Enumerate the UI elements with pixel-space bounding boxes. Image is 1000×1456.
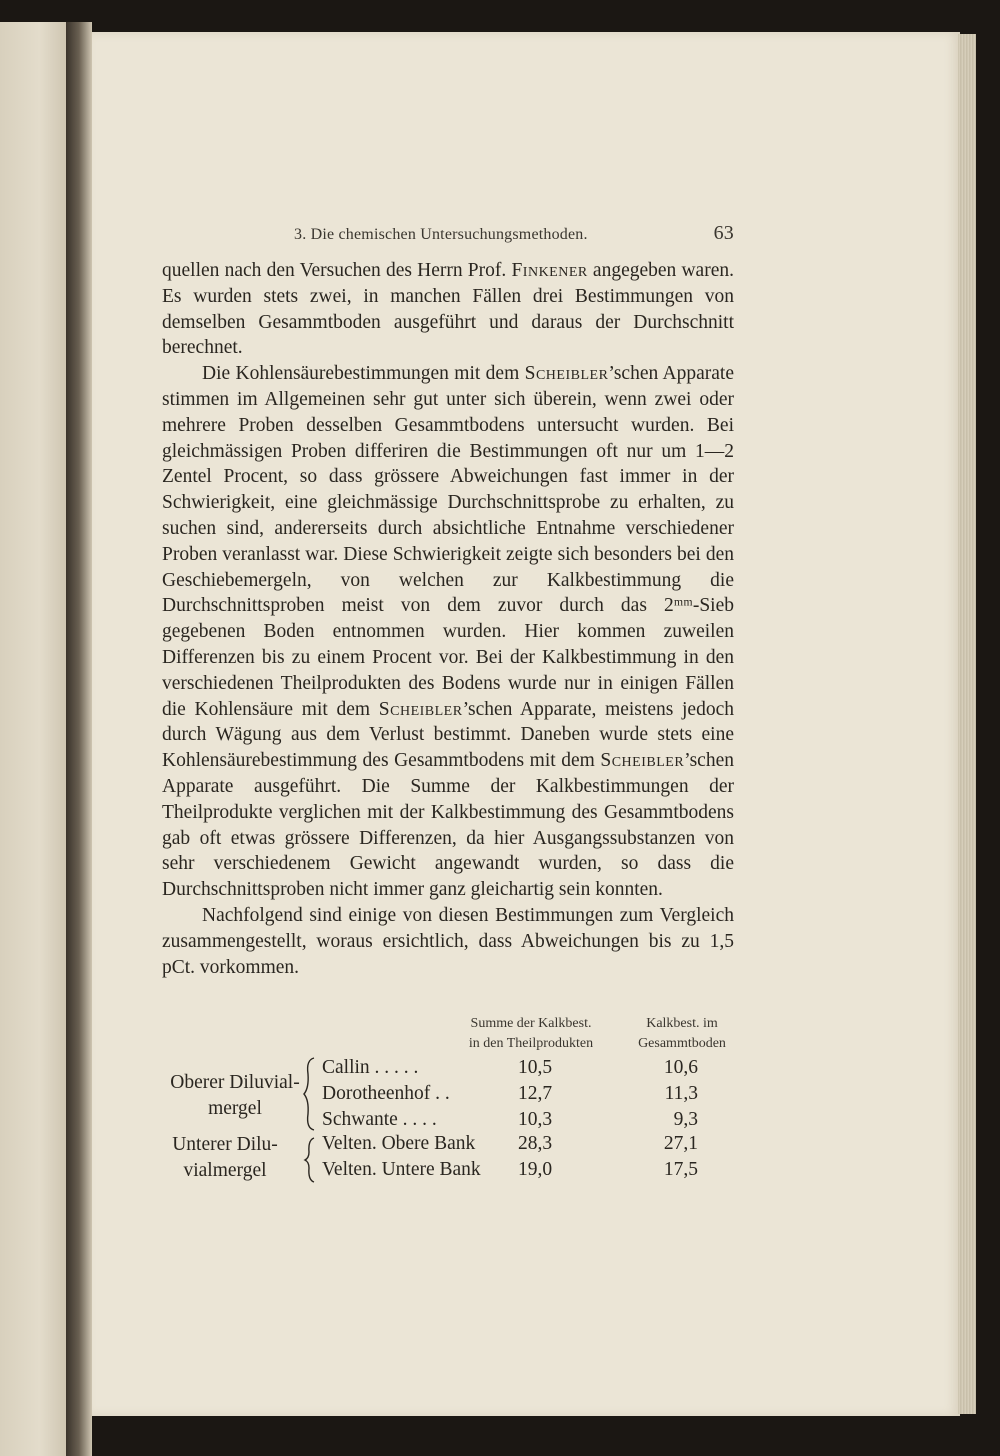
brace-unterer bbox=[305, 1138, 314, 1182]
table-row-location: Dorotheenhof . . bbox=[322, 1083, 450, 1104]
table-header-total: Kalkbest. im Gesammtboden bbox=[638, 1016, 726, 1051]
table-braces bbox=[300, 1054, 320, 1184]
table-row-sum: 19,0 bbox=[518, 1159, 553, 1180]
brace-oberer bbox=[304, 1058, 314, 1130]
page-stack-edge bbox=[958, 34, 976, 1414]
page-number: 63 bbox=[713, 222, 734, 244]
table-row-location: Velten. Obere Bank bbox=[322, 1133, 476, 1154]
table-header-sum: Summe der Kalkbest. in den Theilprodukten bbox=[468, 1016, 594, 1051]
body-text bbox=[162, 258, 734, 980]
running-header bbox=[160, 222, 734, 250]
table-row-total: 11,3 bbox=[664, 1083, 698, 1104]
table-row-total: 9,3 bbox=[673, 1109, 698, 1130]
table-row-total: 10,6 bbox=[663, 1057, 698, 1078]
table-row-total: 17,5 bbox=[663, 1159, 698, 1180]
group-label-oberer: Oberer Diluvial- mergel bbox=[170, 1072, 300, 1119]
table-row-sum: 10,3 bbox=[518, 1109, 553, 1130]
table-row-location: Callin . . . . . bbox=[322, 1057, 419, 1078]
table-row-total: 27,1 bbox=[663, 1133, 698, 1154]
header-title: 3. Die chemischen Untersuchungsmethoden. bbox=[294, 226, 588, 243]
table-row-sum: 28,3 bbox=[518, 1133, 553, 1154]
left-page-edge bbox=[0, 22, 66, 1456]
book-gutter bbox=[66, 22, 92, 1456]
paragraph-2: Die Kohlensäurebestimmungen mit dem Scheibler’schen Apparate stimmen im Allgemeinen sehr gut unter sich überein, wenn zwei oder mehrere Proben desselben Gesammtbodens untersucht wurden. Bei gleichmässigen Proben differiren die Bestimmungen oft nur um 1—2 Zentel Procent, so dass grössere Abweichungen fast immer in der Schwierigkeit, eine gleichmässige Durchschnittsprobe zu erhalten, zu suchen sind, andererseits durch absichtliche Entnahme verschiedener Proben veranlasst war. Diese Schwierigkeit zeigte sich besonders bei den Geschiebemergeln, von welchen zur Kalkbestimmung die Durchschnittsproben meist von dem zuvor durch das 2ᵐᵐ-Sieb gegebenen Boden entnommen wurden. Hier kommen zuweilen Differenzen bis zu einem Procent vor. Bei der Kalkbestimmung in den verschiedenen Theilprodukten des Bodens wurde nur in einigen Fällen die Kohlensäure mit dem Scheibler’schen Apparate, meistens jedoch durch Wägung aus dem Verlust bestimmt. Daneben wurde stets eine Kohlensäurebestimmung des Gesammtbodens mit dem Scheibler’schen Apparate ausgeführt. Die Summe der Kalkbestimmungen der Theilprodukte verglichen mit der Kalkbestimmung des Gesammtbodens gab oft etwas grössere Differenzen, da hier Ausgangssubstanzen von sehr verschiedenem Gewicht angewandt wurden, so dass die Durchschnittsproben nicht immer ganz gleichartig sein konnten. bbox=[162, 363, 734, 901]
group-label-unterer: Unterer Dilu- vialmergel bbox=[172, 1134, 278, 1181]
paragraph-1: quellen nach den Versuchen des Herrn Prof. Finkener angegeben waren. Es wurden stets zwei, in manchen Fällen drei Bestimmungen von demselben Gesammtboden ausgeführt und daraus der Durchschnitt berechnet. bbox=[162, 260, 734, 359]
paragraph-3: Nachfolgend sind einige von diesen Bestimmungen zum Vergleich zusammengestellt, woraus ersichtlich, dass Abweichungen bis zu 1,5 pCt. vorkommen. bbox=[162, 904, 734, 978]
table-row-sum: 12,7 bbox=[518, 1083, 553, 1104]
table-row-sum: 10,5 bbox=[518, 1057, 553, 1078]
table-row-location: Velten. Untere Bank bbox=[322, 1159, 481, 1180]
table-row-location: Schwante . . . . bbox=[322, 1109, 437, 1130]
